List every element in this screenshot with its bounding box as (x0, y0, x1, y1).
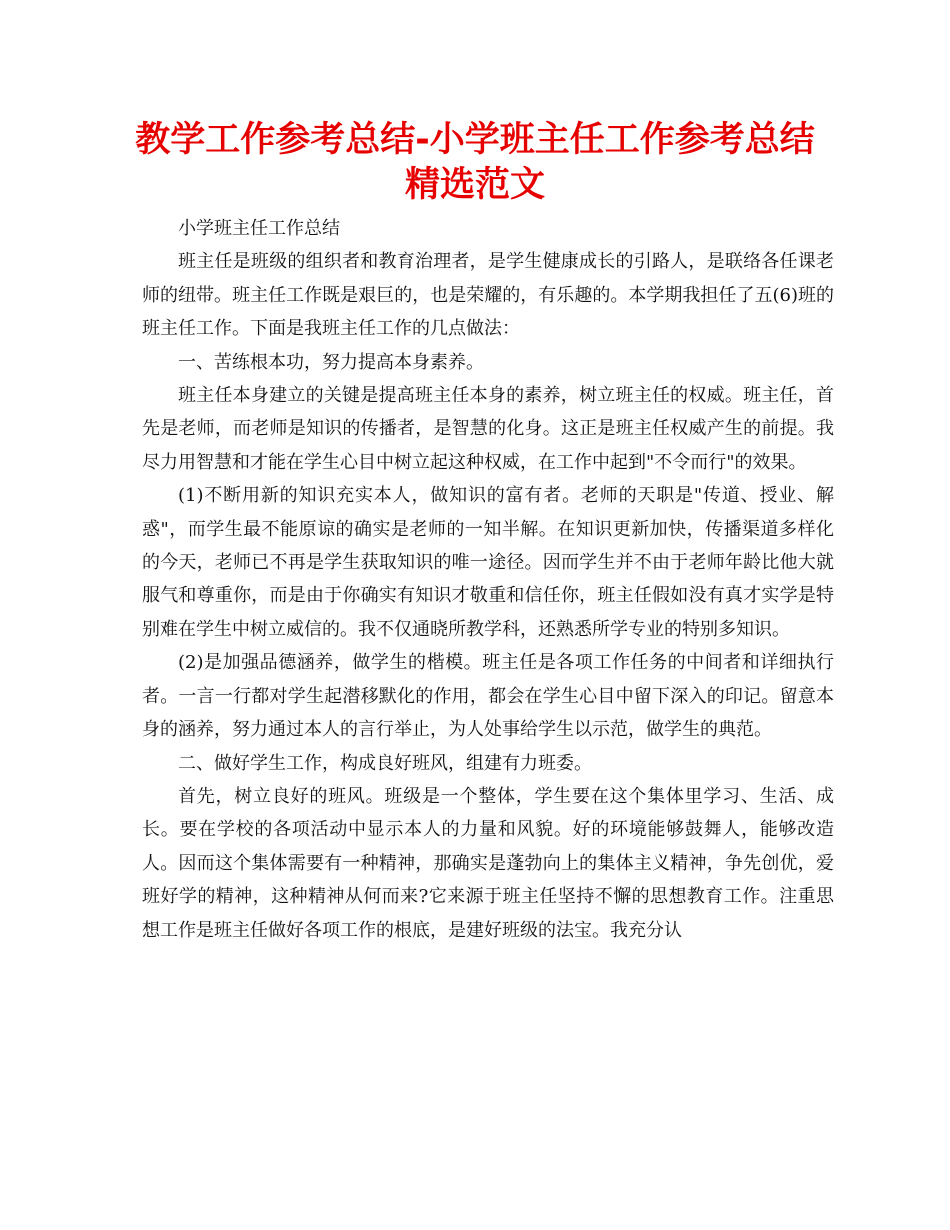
section-heading-2: 二、做好学生工作，构成良好班风，组建有力班委。 (178, 752, 592, 774)
paragraph-subtitle: 小学班主任工作总结 (178, 218, 340, 239)
document-body (142, 212, 834, 947)
paragraph-morality: (2)是加强品德涵养，做学生的楷模。班主任是各项工作任务的中间者和详细执行者。一言一行都对学生起潜移默化的作用，都会在学生心目中留下深入的印记。留意本身的涵养，努力通过本人的言行举止，为人处事给学生以示范，做学生的典范。 (142, 652, 834, 741)
section-heading-1: 一、苦练根本功，努力提高本身素养。 (178, 351, 484, 373)
paragraph-intro: 班主任是班级的组织者和教育治理者，是学生健康成长的引路人，是联络各任课老师的纽带。班主任工作既是艰巨的，也是荣耀的，有乐趣的。本学期我担任了五(6)班的班主任工作。下面是我班主任工作的几点做法： (142, 251, 834, 340)
paragraph-class-spirit: 首先，树立良好的班风。班级是一个整体，学生要在这个集体里学习、生活、成长。要在学校的各项活动中显示本人的力量和风貌。好的环境能够鼓舞人，能够改造人。因而这个集体需要有一种精神，那确实是蓬勃向上的集体主义精神，争先创优，爱班好学的精神，这种精神从何而来?它来源于班主任坚持不懈的思想教育工作。注重思想工作是班主任做好各项工作的根底，是建好班级的法宝。我充分认 (142, 785, 834, 941)
paragraph-authority: 班主任本身建立的关键是提高班主任本身的素养，树立班主任的权威。班主任，首先是老师，而老师是知识的传播者，是智慧的化身。这正是班主任权威产生的前提。我尽力用智慧和才能在学生心目中树立起这种权威，在工作中起到"不令而行"的效果。 (142, 385, 834, 473)
paragraph-knowledge: (1)不断用新的知识充实本人，做知识的富有者。老师的天职是"传道、授业、解惑"，而学生最不能原谅的确实是老师的一知半解。在知识更新加快，传播渠道多样化的今天，老师已不再是学生获取知识的唯一途径。因而学生并不由于老师年龄比他大就服气和尊重你，而是由于你确实有知识才敬重和信任你，班主任假如没有真才实学是特别难在学生中树立威信的。我不仅通晓所教学科，还熟悉所学专业的特别多知识。 (142, 485, 834, 640)
document-title: 教学工作参考总结-小学班主任工作参考总结精选范文 (135, 120, 815, 205)
